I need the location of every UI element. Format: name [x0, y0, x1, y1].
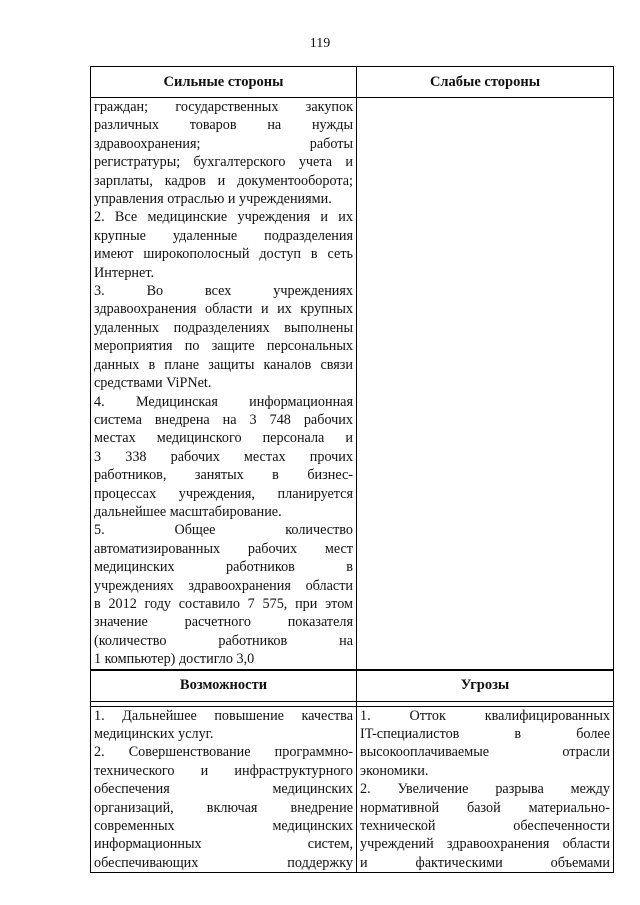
text-line: 4. Медицинская информационная	[94, 393, 353, 410]
text-line: 5. Общее количество	[94, 522, 353, 539]
body-row-bottom	[91, 706, 614, 873]
text-line: имеют широкополосный доступ в сеть	[94, 246, 353, 263]
text-line: здравоохранения области и их крупных	[94, 301, 353, 318]
text-line: управления отраслью и учреждениями.	[94, 191, 332, 208]
text-line: крупные удаленные подразделения	[94, 227, 353, 244]
text-line: 1. Дальнейшее повышение качества	[94, 707, 353, 724]
swot-table	[90, 66, 614, 873]
body-row-top	[91, 98, 614, 670]
text-line: Интернет.	[94, 264, 154, 281]
text-line: 1. Отток квалифицированных	[360, 707, 610, 724]
text-line: 2. Совершенствование программно-	[94, 744, 353, 761]
opportunities-text	[94, 707, 353, 873]
page-number: 119	[309, 36, 331, 51]
text-line: и фактическими объемами	[360, 854, 610, 871]
text-line: процессах учреждения, планируется	[94, 485, 353, 502]
text-line: мероприятия по защите персональных	[94, 338, 353, 355]
weaknesses-cell	[357, 98, 614, 670]
opportunities-cell	[91, 706, 357, 873]
threats-cell	[357, 706, 614, 873]
text-line: медицинских услуг.	[94, 726, 214, 742]
text-line: обеспечения медицинских	[94, 781, 353, 798]
weaknesses-header: Слабые стороны	[357, 67, 614, 98]
text-line: 2. Увеличение разрыва между	[360, 781, 610, 798]
header-row-top	[91, 67, 614, 98]
text-line: 3 338 рабочих местах прочих	[94, 448, 353, 465]
threats-text	[360, 707, 610, 873]
text-line: зарплаты, кадров и документооборота;	[94, 172, 353, 189]
text-line: IT-специалистов в более	[360, 726, 610, 742]
text-line: в 2012 году составило 7 575, при этом	[94, 595, 353, 612]
text-line: значение расчетного показателя	[94, 614, 353, 631]
text-line: данных в плане защиты каналов связи	[94, 356, 353, 373]
text-line: 3. Во всех учреждениях	[94, 283, 353, 300]
opportunities-header: Возможности	[91, 670, 357, 702]
text-line: различных товаров на нужды	[94, 117, 353, 134]
header-row-bottom	[91, 670, 614, 702]
text-line: автоматизированных рабочих мест	[94, 540, 353, 557]
text-line: граждан; государственных закупок	[94, 99, 353, 115]
text-line: современных медицинских	[94, 818, 353, 835]
text-line: удаленных подразделениях выполнены	[94, 319, 353, 336]
text-line: нормативной базой материально-	[360, 799, 610, 816]
text-line: средствами ViPNet.	[94, 375, 212, 392]
text-line: экономики.	[360, 762, 429, 779]
text-line: учреждений здравоохранения области	[360, 836, 610, 853]
text-line: информационных систем,	[94, 836, 353, 853]
text-line: регистратуры; бухгалтерского учета и	[94, 154, 353, 171]
text-line: работников, занятых в бизнес-	[94, 467, 353, 484]
text-line: система внедрена на 3 748 рабочих	[94, 411, 353, 428]
text-line: медицинских работников в	[94, 559, 353, 576]
text-line: обеспечивающих поддержку	[94, 854, 353, 871]
text-line: дальнейшее масштабирование.	[94, 503, 282, 520]
strengths-header: Сильные стороны	[91, 67, 357, 98]
text-line: учреждениях здравоохранения области	[94, 577, 353, 594]
text-line: организаций, включая внедрение	[94, 799, 353, 816]
text-line: местах медицинского персонала и	[94, 430, 353, 447]
text-line: 2. Все медицинские учреждения и их	[94, 209, 353, 226]
strengths-cell	[91, 98, 357, 670]
text-line: технической обеспеченности	[360, 818, 610, 835]
text-line: высокооплачиваемые отрасли	[360, 744, 610, 761]
text-line: (количество работников на	[94, 632, 353, 649]
text-line: 1 компьютер) достигло 3,0	[94, 651, 255, 668]
text-line: здравоохранения; работы	[94, 135, 353, 152]
strengths-text	[94, 98, 353, 669]
threats-header: Угрозы	[357, 670, 614, 702]
text-line: технического и инфраструктурного	[94, 762, 353, 779]
